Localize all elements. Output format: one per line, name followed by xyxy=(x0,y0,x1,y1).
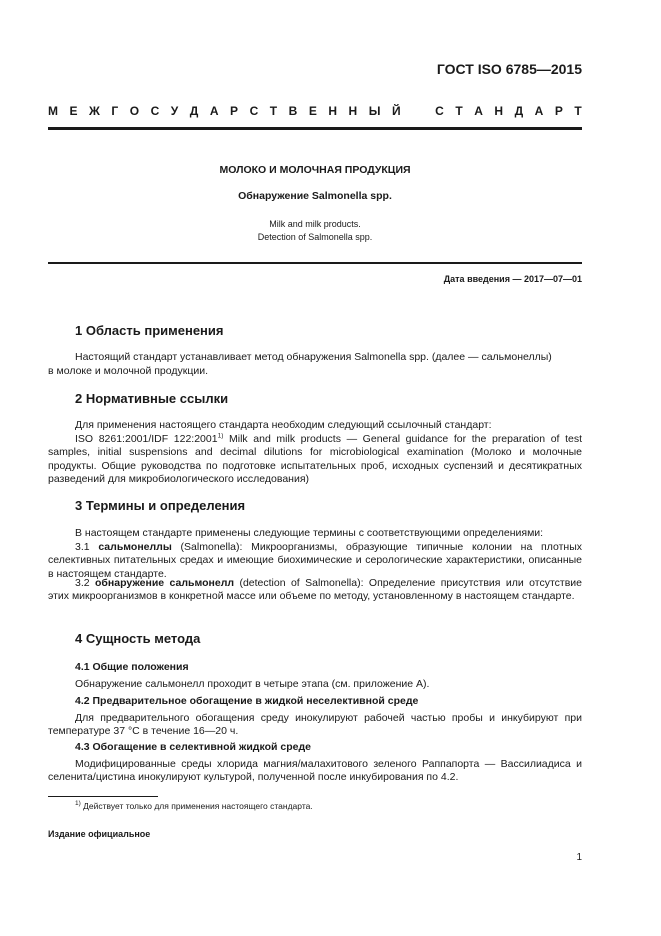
term-definition xyxy=(48,541,582,581)
banner-letter: С xyxy=(435,104,444,118)
banner-letter: У xyxy=(170,104,179,118)
reference-text: Milk and milk products — General guidance for the preparation of test samples, initial suspensions and decimal dilutions for microbiological examination (Молоко и молочные продукты. Общие руководства по подготовке испытательных проб, исходных суспензий и десятикратных разведений для микробиологического исследования) xyxy=(48,433,583,485)
footnote-rule xyxy=(48,796,158,797)
term-number: 3.1 xyxy=(75,541,99,553)
reference-paragraph xyxy=(48,433,582,486)
banner-letter: Ж xyxy=(89,104,100,118)
paragraph: Для предварительного обогащения среду инокулируют рабочей частью пробы и инкубируют при температуре 37 °С в течение 16—20 ч. xyxy=(48,712,582,738)
section-heading: 3 Термины и определения xyxy=(75,498,246,513)
term-number: 3.2 xyxy=(75,577,96,589)
banner-letter: Н xyxy=(494,104,504,118)
paragraph: Для применения настоящего стандарта необходим следующий ссылочный стандарт: xyxy=(75,419,492,431)
term-definition xyxy=(48,577,582,604)
footnote-text: Действует только для применения настоящего стандарта. xyxy=(80,801,313,811)
banner-letter: Д xyxy=(514,104,524,118)
banner-letter: Н xyxy=(328,104,338,118)
footnote xyxy=(75,801,313,811)
banner-letter: А xyxy=(474,104,483,118)
subsection-heading: 4.1 Общие положения xyxy=(75,661,189,673)
term-text: (detection of Salmonella): Определение присутствия или отсутствие этих микроорганизмов в конкретной массе или объеме по методу, установленному в настоящем стандарте. xyxy=(48,577,582,603)
paragraph xyxy=(75,351,582,364)
banner-letter: Н xyxy=(348,104,358,118)
section-heading: 2 Нормативные ссылки xyxy=(75,391,229,406)
english-title xyxy=(48,218,582,244)
banner-letter: О xyxy=(129,104,140,118)
term-text: (Salmonella): Микроорганизмы, образующие типичные колонии на плотных селективных питательных средах и имеющие биохимические и серологические характеристики, описанные в настоящем стандарте. xyxy=(48,541,582,580)
banner-letter: Т xyxy=(269,104,278,118)
banner-letter: Г xyxy=(111,104,119,118)
banner-letter: Е xyxy=(69,104,78,118)
paragraph: Модифицированные среды хлорида магния/малахитового зеленого Раппапорта — Вассилиадиса и селенита/цистина инокулируют культурой, полученной после инкубирования по 4.2. xyxy=(48,758,582,784)
banner-letter: Е xyxy=(308,104,317,118)
footnote-mark: 1) xyxy=(75,800,81,808)
subsection-heading: 4.3 Обогащение в селективной жидкой среде xyxy=(75,741,311,753)
subsection-heading: 4.2 Предварительное обогащение в жидкой неселективной среде xyxy=(75,695,419,707)
banner-letter: С xyxy=(150,104,160,118)
english-title-line: Milk and milk products. xyxy=(269,219,361,229)
document-title: МОЛОКО И МОЛОЧНАЯ ПРОДУКЦИЯ xyxy=(219,164,411,176)
section-heading: 4 Сущность метода xyxy=(75,631,201,646)
banner-letter: С xyxy=(249,104,259,118)
section-heading: 1 Область применения xyxy=(75,323,224,338)
banner-letter: Й xyxy=(391,104,401,118)
banner-letter: А xyxy=(209,104,219,118)
banner-letter: А xyxy=(534,104,544,118)
footnote-ref: 1) xyxy=(217,432,224,440)
banner-letter: Ы xyxy=(368,104,381,118)
header-rule xyxy=(48,127,582,130)
term: сальмонеллы xyxy=(98,541,172,553)
banner-letter: Р xyxy=(554,104,563,118)
banner-letter: Р xyxy=(230,104,239,118)
english-title-line: Detection of Salmonella spp. xyxy=(257,232,373,242)
term: обнаружение сальмонелл xyxy=(95,577,235,589)
banner-letter: Т xyxy=(455,104,463,118)
standard-type-banner xyxy=(48,104,582,118)
edition-label: Издание официальное xyxy=(48,829,151,839)
page-number: 1 xyxy=(576,852,582,863)
effective-date: Дата введения — 2017—07—01 xyxy=(443,274,582,284)
banner-letter: Т xyxy=(574,104,582,118)
paragraph-continuation: в молоке и молочной продукции. xyxy=(48,365,208,377)
paragraph: В настоящем стандарте применены следующие термины с соответствующими определениями: xyxy=(75,527,544,539)
banner-letter: В xyxy=(288,104,298,118)
reference-code: ISO 8261:2001/IDF 122:2001 xyxy=(75,433,218,445)
document-subtitle: Обнаружение Salmonella spp. xyxy=(238,190,392,202)
banner-letter: Д xyxy=(189,104,199,118)
paragraph: Обнаружение сальмонелл проходит в четыре этапа (см. приложение А). xyxy=(75,678,430,690)
banner-letter: М xyxy=(48,104,58,118)
title-rule xyxy=(48,262,582,264)
paragraph-line: Настоящий стандарт устанавливает метод обнаружения Salmonella spp. (далее — сальмонеллы) xyxy=(75,351,552,363)
standard-code: ГОСТ ISO 6785—2015 xyxy=(436,61,582,77)
